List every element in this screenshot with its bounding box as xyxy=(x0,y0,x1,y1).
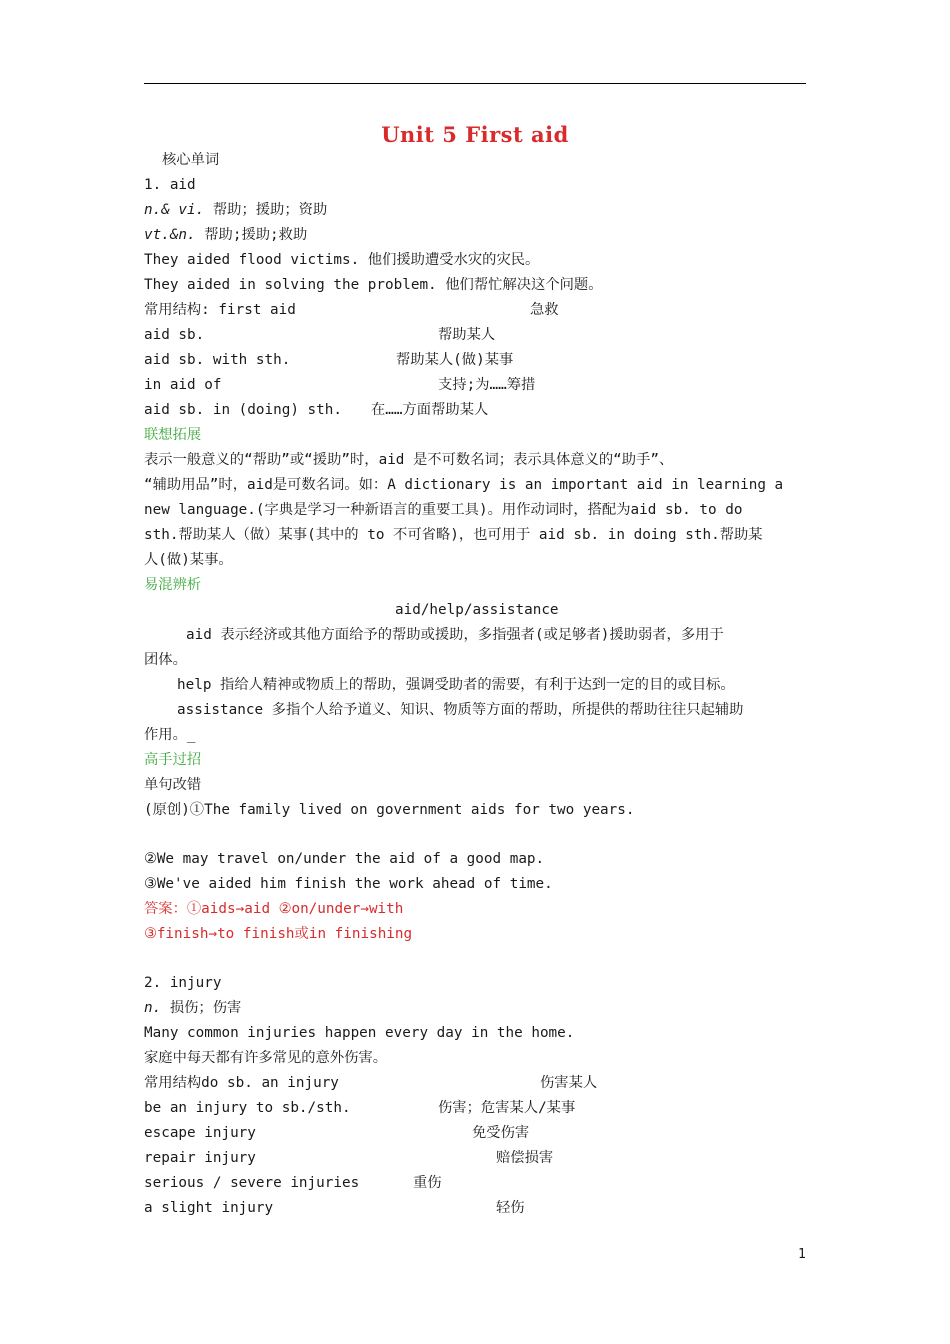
word-1-pos1 xyxy=(144,198,327,223)
confuse-line: 团体。 xyxy=(144,652,187,668)
expand-heading: 联想拓展 xyxy=(144,427,202,443)
example-sentence-2: They aided in solving the problem. 他们帮忙解决这个问题。 xyxy=(144,277,603,293)
answer-line-2: ③finish→to finish或in finishing xyxy=(144,926,413,942)
confuse-line: 作用。_ xyxy=(144,727,196,743)
exercise-heading: 单句改错 xyxy=(144,777,202,793)
exercise-question-3: ③We've aided him finish the work ahead of time. xyxy=(144,876,553,892)
phrase-zh: 免受伤害 xyxy=(472,1125,530,1141)
confuse-words: aid/help/assistance xyxy=(395,602,559,618)
confuse-line: aid 表示经济或其他方面给予的帮助或援助，多指强者(或足够者)援助弱者，多用于 xyxy=(186,627,724,643)
expand-line: “辅助用品”时，aid是可数名词。如：A dictionary is an important aid in learning a xyxy=(144,477,784,493)
word-1-pos2 xyxy=(144,223,307,248)
phrase-en: escape injury xyxy=(144,1125,256,1141)
structure-definition: 急救 xyxy=(530,302,559,318)
phrase-en: aid sb. with sth. xyxy=(144,352,291,368)
phrase-en: repair injury xyxy=(144,1150,256,1166)
expand-line: 表示一般意义的“帮助”或“援助”时，aid 是不可数名词；表示具体意义的“助手”、 xyxy=(144,452,674,468)
phrase-zh: 伤害；危害某人/某事 xyxy=(438,1100,576,1116)
section-core-words: 核心单词 xyxy=(162,152,220,168)
confuse-line: help 指给人精神或物质上的帮助，强调受助者的需要，有利于达到一定的目的或目标。 xyxy=(177,677,735,693)
pos-label: n.& vi. xyxy=(144,202,205,218)
phrase-en: be an injury to sb./sth. xyxy=(144,1100,351,1116)
confuse-line: assistance 多指个人给予道义、知识、物质等方面的帮助，所提供的帮助往往只起辅助 xyxy=(177,702,744,718)
pos-definition: 帮助；援助；资助 xyxy=(212,202,328,218)
phrase-en: a slight injury xyxy=(144,1200,274,1216)
phrase-zh: 赔偿损害 xyxy=(496,1150,554,1166)
exercise-question-1: (原创)①The family lived on government aids for two years. xyxy=(144,802,635,818)
expand-line: new language.(字典是学习一种新语言的重要工具)。用作动词时，搭配为aid sb. to do xyxy=(144,502,743,518)
master-heading: 高手过招 xyxy=(144,752,202,768)
phrase-zh: 支持;为……筹措 xyxy=(438,377,536,393)
phrase-zh: 帮助某人(做)某事 xyxy=(396,352,514,368)
example-sentence-en: Many common injuries happen every day in the home. xyxy=(144,1025,575,1041)
word-2-pos xyxy=(144,996,241,1021)
expand-line: 人(做)某事。 xyxy=(144,552,233,568)
structure-label: 常用结构: first aid xyxy=(144,302,296,318)
phrase-zh: 帮助某人 xyxy=(438,327,496,343)
answer-line-1: 答案：①aids→aid ②on/under→with xyxy=(144,901,404,917)
expand-line: sth.帮助某人（做）某事(其中的 to 不可省略)，也可用于 aid sb. in doing sth.帮助某 xyxy=(144,527,763,543)
phrase-zh: 伤害某人 xyxy=(540,1075,598,1091)
phrase-zh: 轻伤 xyxy=(496,1200,525,1216)
pos-label: n. xyxy=(144,1000,162,1016)
example-sentence-1: They aided flood victims. 他们援助遭受水灾的灾民。 xyxy=(144,252,540,268)
phrase-zh: 重伤 xyxy=(413,1175,442,1191)
pos-label: vt.&n. xyxy=(144,227,196,243)
pos-definition: 损伤；伤害 xyxy=(169,1000,242,1016)
phrase-en: serious / severe injuries xyxy=(144,1175,360,1191)
phrase-en: 常用结构do sb. an injury xyxy=(144,1075,339,1091)
word-2-head: 2. injury xyxy=(144,975,222,991)
word-1-head: 1. aid xyxy=(144,177,196,193)
phrase-en: in aid of xyxy=(144,377,222,393)
pos-definition: 帮助;援助;救助 xyxy=(204,227,308,243)
page-number: 1 xyxy=(798,1247,806,1262)
example-sentence-zh: 家庭中每天都有许多常见的意外伤害。 xyxy=(144,1050,388,1066)
exercise-question-2: ②We may travel on/under the aid of a good map. xyxy=(144,851,545,867)
page-title: Unit 5 First aid xyxy=(381,122,569,147)
phrase-en: aid sb. in (doing) sth. xyxy=(144,402,342,418)
phrase-en: aid sb. xyxy=(144,327,205,343)
header-rule xyxy=(144,83,806,84)
phrase-zh: 在……方面帮助某人 xyxy=(371,402,489,418)
confuse-heading: 易混辨析 xyxy=(144,577,202,593)
